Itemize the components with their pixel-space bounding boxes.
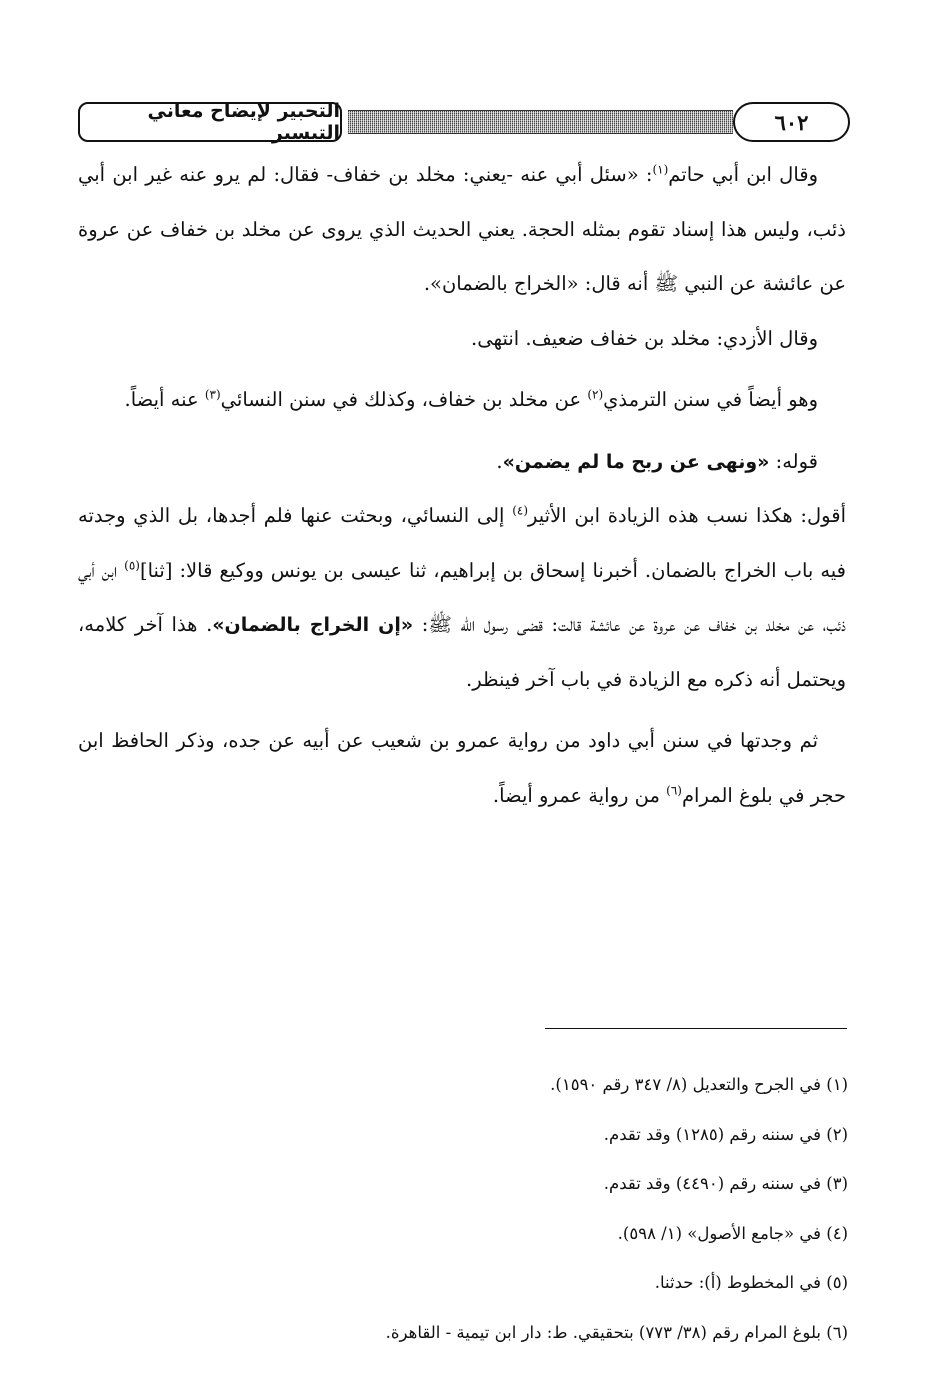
- hadith-quote: «ونهى عن ربح ما لم يضمن»: [502, 450, 770, 473]
- footnote-3: (٣) في سننه رقم (٤٤٩٠) وقد تقدم.: [603, 1174, 848, 1193]
- header-ornament-bar: [348, 110, 733, 134]
- paragraph-2: وقال الأزدي: مخلد بن خفاف ضعيف. انتهى.: [471, 326, 818, 350]
- footnote-4: (٤) في «جامع الأصول» (١/ ٥٩٨).: [617, 1223, 848, 1243]
- footnote-ref: (٦): [666, 783, 682, 797]
- text-run: قوله:: [769, 449, 818, 473]
- text-run: عن مخلد بن خفاف، وكذلك في سنن النسائي: [220, 388, 588, 411]
- text-run: وقال ابن أبي حاتم: [668, 163, 818, 186]
- footnote-1: (١) في الجرح والتعديل (٨/ ٣٤٧ رقم ١٥٩٠).: [550, 1075, 848, 1094]
- text-run: أقول: هكذا نسب هذه الزيادة ابن الأثير: [528, 504, 846, 527]
- footnote-ref: (١): [652, 162, 669, 177]
- text-run: ابن أبي ذئب، عن مخلد بن خفاف عن عروة عن عائشة قالت: قضى رسول الله ﷺ:: [78, 558, 846, 636]
- paragraph-5: [78, 489, 846, 707]
- footnote-5: (٥) في المخطوط (أ): حدثنا.: [654, 1273, 848, 1292]
- page-header: [78, 100, 850, 146]
- paragraph-4: [78, 435, 846, 490]
- hadith-quote: «إن الخراج بالضمان»: [212, 614, 414, 636]
- text-run: من رواية عمرو أيضاً.: [492, 783, 667, 807]
- footnote-ref: (٢): [587, 387, 604, 402]
- main-text: [78, 148, 846, 823]
- book-title: التحبير لإيضاح معاني التيسير: [147, 100, 340, 144]
- footnote-ref: (٣): [204, 387, 221, 402]
- text-run: ثم وجدتها في سنن أبي داود من رواية عمرو بن شعيب عن أبيه عن جده، وذكر الحافظ ابن حجر في بلوغ المرام: [78, 729, 846, 807]
- paragraph-1: [78, 148, 846, 312]
- text-run: إلى النسائي، وبحثت عنها فلم أجدها، بل الذي وجدته فيه باب الخراج بالضمان. أخبرنا إسحاق بن إبراهيم، ثنا عيسى بن يونس ووكيع قالا: [ثنا]: [78, 504, 846, 582]
- book-title-frame: [78, 102, 342, 142]
- paragraph-3: [78, 373, 846, 428]
- text-run: وهو أيضاً في سنن الترمذي: [603, 388, 818, 411]
- page-number: ٦٠٢: [774, 109, 809, 135]
- footnote-6: (٦) بلوغ المرام رقم (٣٨/ ٧٧٣) بتحقيقي. ط: دار ابن تيمية - القاهرة.: [385, 1322, 848, 1342]
- page-number-frame: [733, 102, 850, 142]
- footnote-ref: (٤): [512, 503, 529, 518]
- paragraph-6: [78, 714, 846, 823]
- footnotes: [78, 1060, 848, 1357]
- text-run: . هذا آخر كلامه، ويحتمل أنه ذكره مع الزيادة في باب آخر فينظر.: [78, 613, 846, 691]
- text-run: : «سئل أبي عنه -يعني: مخلد بن خفاف- فقال: لم يرو عنه غير ابن أبي ذئب، وليس هذا إسناد تقوم بمثله الحجة. يعني الحديث الذي يروى عن مخلد بن خفاف عن عروة عن عائشة عن النبي ﷺ أنه قال: «الخراج بالضمان».: [78, 163, 846, 295]
- footnote-separator: [545, 1028, 847, 1029]
- text-run: .: [496, 449, 503, 473]
- footnote-2: (٢) في سننه رقم (١٢٨٥) وقد تقدم.: [603, 1124, 848, 1144]
- footnote-ref: (٥): [124, 558, 140, 572]
- text-run: عنه أيضاً.: [124, 388, 205, 411]
